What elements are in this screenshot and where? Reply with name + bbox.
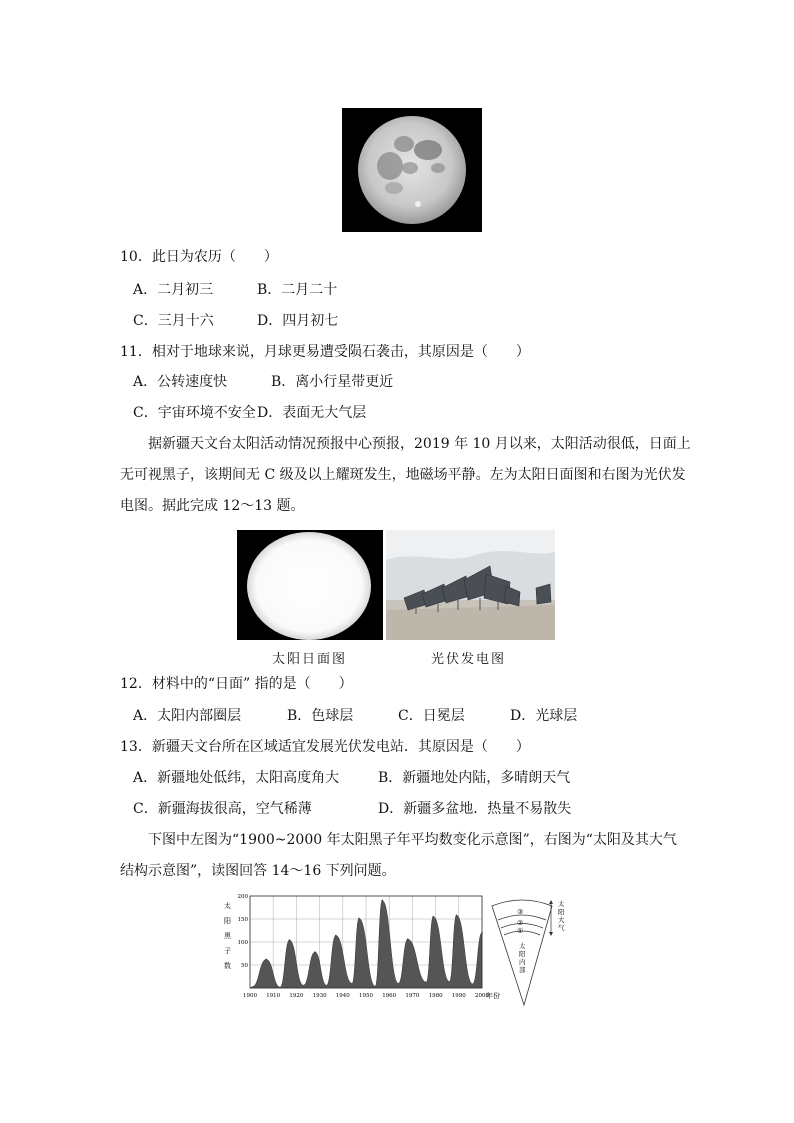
x-tick-label: 1990 [451,993,466,999]
question-11-option-c: C．宇宙环境不安全 [133,405,256,421]
solar-structure-diagram [488,892,573,1007]
layer-2-label: ② [517,919,524,927]
question-12-option-a: A．太阳内部圈层 [133,708,242,724]
x-tick-label: 1920 [289,993,304,999]
sunspot-peak-point [481,932,483,934]
question-12-option-c: C．日冕层 [398,708,465,724]
sunspot-peak-point [289,939,291,941]
x-tick-label: 2000 [475,993,489,999]
atmo-label-char: 阳 [558,908,565,916]
question-11-option-d: D．表面无大气层 [257,405,367,421]
sunspot-peak-point [335,935,337,937]
question-11-option-a: A．公转速度快 [133,374,228,390]
passage-2-line-2: 结构示意图”，读图回答 14～16 下列问题。 [120,863,396,879]
y-axis-label-char: 数 [224,962,231,970]
y-axis-label-char: 太 [224,902,231,910]
question-12-option-d: D．光球层 [510,708,578,724]
atmo-label-char: 内 [519,958,526,966]
passage-1-line-1: 据新疆天文台太阳活动情况预报中心预报，2019 年 10 月以来，太阳活动很低，日面上 [148,436,691,452]
sunspot-peak-point [432,916,434,918]
atmo-label-char: 部 [519,966,526,974]
x-tick-label: 1940 [335,993,350,999]
atmo-label-char: 气 [558,924,565,932]
layer-3-label: ③ [517,908,524,916]
question-10-option-a: A．二月初三 [133,282,214,298]
solar-disk-image [237,530,383,640]
y-tick-label: 50 [241,963,248,969]
question-10-stem: 10．此日为农历（ ） [120,249,278,265]
y-tick-label: 200 [237,894,248,900]
sunspot-peak-point [358,918,360,920]
sunspot-peak-point [456,915,458,917]
solar-interior-label [519,941,526,974]
question-13-stem: 13．新疆天文台所在区域适宜发展光伏发电站．其原因是（ ） [120,739,530,755]
solar-disk-caption: 太阳日面图 [272,652,348,667]
x-tick-label: 1960 [382,993,397,999]
x-tick-label: 1910 [266,993,281,999]
x-tick-label: 1900 [243,993,257,999]
atmo-label-char: 大 [558,916,565,924]
sunspot-chart [222,890,512,1008]
sunspot-peak-point [265,959,267,961]
y-tick-label: 150 [237,917,248,923]
question-12-stem: 12．材料中的“日面” 指的是（ ） [120,676,353,692]
question-13-option-b: B．新疆地处内陆，多晴朗天气 [378,770,571,786]
sunspot-peak-point [314,951,316,953]
x-tick-label: 1950 [359,993,373,999]
question-13-option-c: C．新疆海拔很高，空气稀薄 [133,801,312,817]
x-tick-label: 1980 [428,993,443,999]
atmo-label-char: 太 [558,900,565,908]
question-10-option-c: C．三月十六 [133,313,214,329]
photovoltaic-station-image [386,530,555,640]
x-tick-label: 1970 [405,993,420,999]
atmo-label-char: 阳 [519,950,526,958]
question-11-stem: 11．相对于地球来说，月球更易遭受陨石袭击，其原因是（ ） [120,344,530,360]
question-12-option-b: B．色球层 [287,708,354,724]
y-axis-label-char: 阳 [224,917,231,925]
layer-1-label: ① [517,927,524,935]
question-13-option-d: D．新疆多盆地．热量不易散失 [378,801,572,817]
question-11-option-b: B．离小行星带更近 [271,374,394,390]
passage-1-line-2: 无可视黑子，该期间无 C 级及以上耀斑发生，地磁场平静。左为太阳日面图和右图为光伏发 [120,467,686,483]
x-tick-label: 1930 [312,993,327,999]
solar-atmosphere-label [558,899,565,932]
question-10-option-d: D．四月初七 [257,313,339,329]
sunspot-peak-point [381,900,383,902]
x-axis-label: 年份 [486,992,500,1000]
atmo-label-char: 太 [519,942,526,950]
sunspot-peak-point [407,938,409,940]
question-10-option-b: B．二月二十 [257,282,338,298]
photovoltaic-caption: 光伏发电图 [431,652,507,667]
y-tick-label: 100 [237,940,248,946]
passage-1-line-3: 电图。据此完成 12～13 题。 [120,498,305,514]
passage-2-line-1: 下图中左图为“1900~2000 年太阳黑子年平均数变化示意图”，右图为“太阳及其大气 [148,832,677,848]
y-axis-label-char: 子 [224,947,231,955]
y-axis-label-char: 黑 [224,932,231,940]
full-moon-image [342,108,482,232]
question-13-option-a: A．新疆地处低纬，太阳高度角大 [133,770,340,786]
